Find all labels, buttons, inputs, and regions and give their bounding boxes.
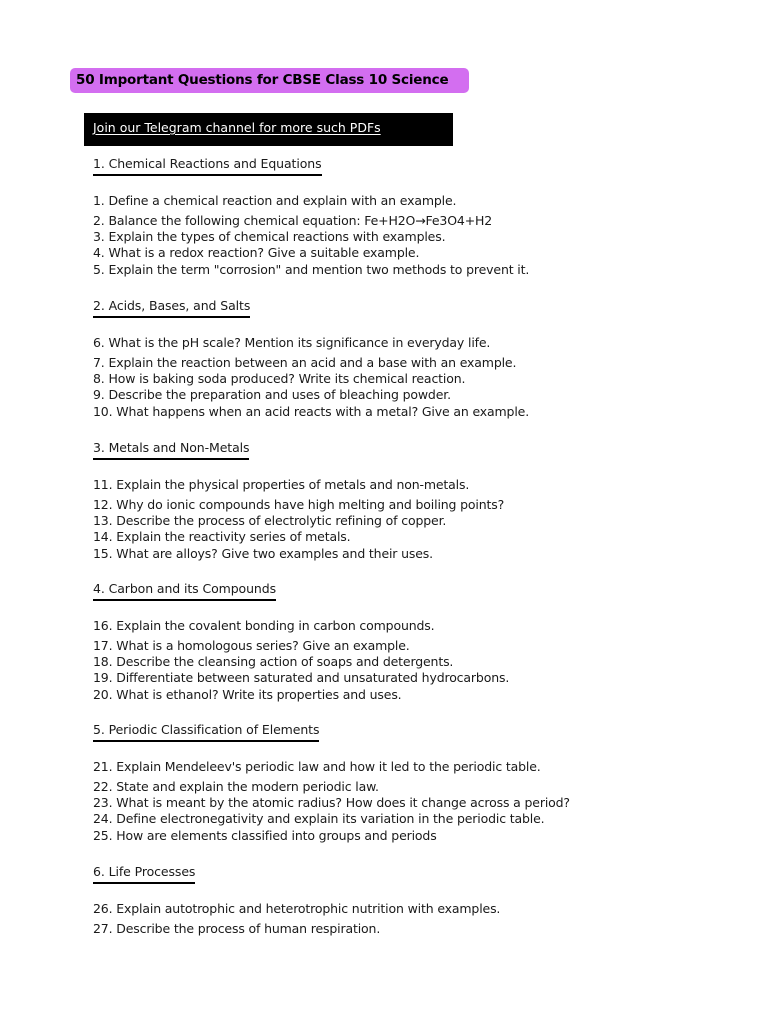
- question-item: 11. Explain the physical properties of metals and non-metals.: [93, 477, 470, 492]
- section-acids-bases-salts: [93, 295, 653, 420]
- section-life-processes: [93, 861, 653, 937]
- question-item: 18. Describe the cleansing action of soaps and detergents.: [93, 654, 454, 670]
- question-item: 4. What is a redox reaction? Give a suitable example.: [93, 245, 420, 261]
- question-item: 23. What is meant by the atomic radius? How does it change across a period?: [93, 795, 570, 811]
- question-item: 1. Define a chemical reaction and explain with an example.: [93, 193, 457, 208]
- question-item: 7. Explain the reaction between an acid and a base with an example.: [93, 354, 517, 370]
- section-carbon-compounds: [93, 578, 653, 703]
- question-item: 2. Balance the following chemical equation: Fe+H2O→Fe3O4+H2: [93, 212, 493, 228]
- question-item: 26. Explain autotrophic and heterotrophic nutrition with examples.: [93, 901, 501, 916]
- section-periodic-classification: [93, 719, 653, 844]
- section-heading: 3. Metals and Non-Metals: [93, 439, 249, 460]
- section-heading: 5. Periodic Classification of Elements: [93, 721, 319, 742]
- question-item: 8. How is baking soda produced? Write its chemical reaction.: [93, 371, 466, 387]
- question-item: 10. What happens when an acid reacts with a metal? Give an example.: [93, 403, 530, 419]
- question-item: 22. State and explain the modern periodic law.: [93, 778, 379, 794]
- question-list: [93, 477, 653, 562]
- question-item: 14. Explain the reactivity series of metals.: [93, 529, 351, 545]
- section-heading: 6. Life Processes: [93, 863, 195, 884]
- question-item: 25. How are elements classified into groups and periods: [93, 827, 437, 843]
- question-item: 6. What is the pH scale? Mention its significance in everyday life.: [93, 335, 491, 350]
- section-chemical-reactions: [93, 153, 653, 278]
- question-list: [93, 618, 653, 703]
- question-item: 19. Differentiate between saturated and unsaturated hydrocarbons.: [93, 670, 510, 686]
- question-item: 13. Describe the process of electrolytic refining of copper.: [93, 513, 447, 529]
- question-list: [93, 759, 653, 844]
- question-item: 15. What are alloys? Give two examples and their uses.: [93, 545, 433, 561]
- section-heading: 2. Acids, Bases, and Salts: [93, 297, 250, 318]
- section-heading: 1. Chemical Reactions and Equations: [93, 155, 322, 176]
- question-item: 24. Define electronegativity and explain its variation in the periodic table.: [93, 811, 545, 827]
- section-heading: 4. Carbon and its Compounds: [93, 580, 276, 601]
- question-item: 27. Describe the process of human respiration.: [93, 920, 381, 936]
- question-item: 17. What is a homologous series? Give an example.: [93, 637, 410, 653]
- question-item: 12. Why do ionic compounds have high melting and boiling points?: [93, 496, 505, 512]
- section-metals-non-metals: [93, 437, 653, 562]
- question-item: 20. What is ethanol? Write its properties and uses.: [93, 686, 402, 702]
- question-item: 3. Explain the types of chemical reactions with examples.: [93, 229, 446, 245]
- question-list: [93, 901, 653, 937]
- question-item: 5. Explain the term "corrosion" and mention two methods to prevent it.: [93, 261, 530, 277]
- question-list: [93, 193, 653, 278]
- question-item: 16. Explain the covalent bonding in carbon compounds.: [93, 618, 435, 633]
- telegram-banner: [84, 113, 453, 146]
- question-list: [93, 335, 653, 420]
- page-title: 50 Important Questions for CBSE Class 10 Science: [70, 68, 469, 93]
- question-item: 9. Describe the preparation and uses of bleaching powder.: [93, 387, 451, 403]
- question-item: 21. Explain Mendeleev's periodic law and how it led to the periodic table.: [93, 759, 541, 774]
- telegram-link[interactable]: Join our Telegram channel for more such PDFs: [93, 120, 381, 135]
